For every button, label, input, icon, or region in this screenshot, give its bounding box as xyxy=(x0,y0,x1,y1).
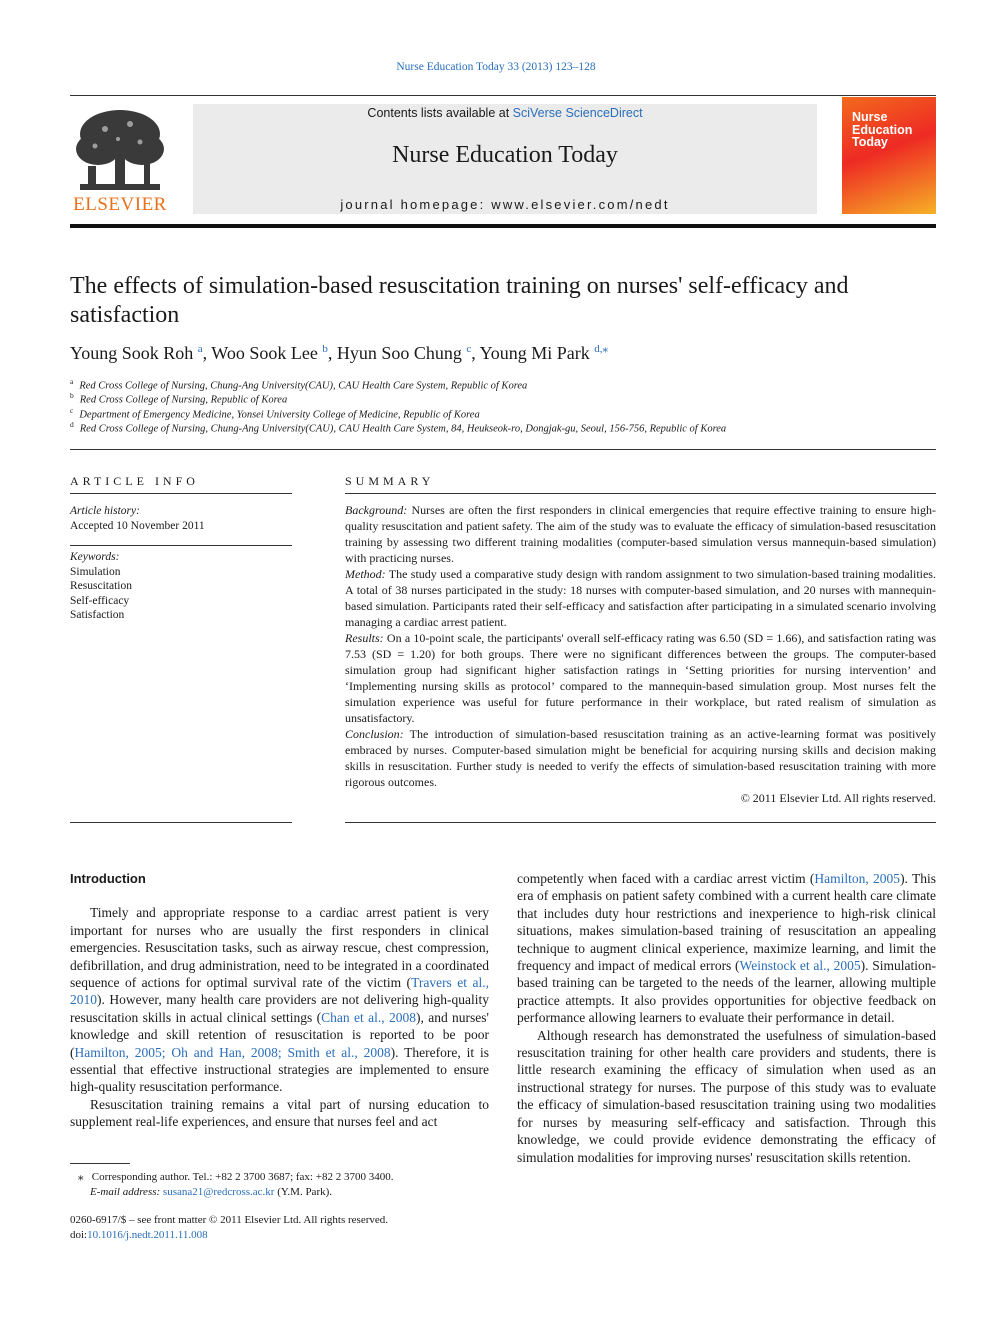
journal-cover xyxy=(842,97,936,214)
journal-banner xyxy=(193,104,817,214)
divider xyxy=(70,822,292,823)
elsevier-logo xyxy=(70,104,170,216)
email-link[interactable]: susana21@redcross.ac.kr xyxy=(162,1186,275,1198)
divider xyxy=(70,449,936,450)
cover-title: Nurse Education Today xyxy=(852,110,913,149)
article-info-heading: ARTICLE INFO xyxy=(70,474,199,488)
summary-body xyxy=(345,502,936,806)
homepage-link[interactable]: www.elsevier.com/nedt xyxy=(491,197,670,212)
author-list: Young Sook Roh $^a$, Woo Sook Lee $^b$, Hyun Soo Chung $^c$, Young Mi Park $^{d,⁎}$ xyxy=(70,343,609,363)
affiliation: $^b$ Red Cross College of Nursing, Republic of Korea xyxy=(70,391,288,406)
author-name: Hyun Soo Chung xyxy=(336,343,462,363)
divider xyxy=(345,493,936,494)
reference-link[interactable]: Travers et al., 2010 xyxy=(70,975,489,1008)
intro-heading: Introduction xyxy=(70,871,146,886)
copyright: © 2011 Elsevier Ltd. All rights reserved. xyxy=(740,791,936,805)
divider xyxy=(70,493,292,494)
footnote-rule xyxy=(70,1163,130,1164)
author-affiliation-mark[interactable]: d,⁎ xyxy=(594,343,609,355)
journal-citation[interactable]: Nurse Education Today 33 (2013) 123–128 xyxy=(396,61,596,73)
summary-heading: SUMMARY xyxy=(345,474,435,488)
publisher-wordmark: ELSEVIER xyxy=(73,194,167,215)
reference-link[interactable]: Weinstock et al., 2005 xyxy=(739,958,861,974)
article-title: The effects of simulation-based resuscitation training on nurses' self-efficacy and satisfaction xyxy=(70,273,849,328)
affiliation: $^c$ Department of Emergency Medicine, Yonsei University College of Medicine, Republic of Korea xyxy=(70,406,480,421)
author-affiliation-mark[interactable]: c xyxy=(466,343,472,355)
summary-method: Method: The study used a comparative study design with random assignment to two simulation-based training modalities. A total of 38 nurses participated in the study: 18 nurses with computer-based simulation, and 20 nurses with mannequin-based simulation. Participants rated their self-efficacy and satisfaction after participating in a simulated scenario involving managing a cardiac arrest patient. xyxy=(345,567,936,629)
article-history: Article history: Accepted 10 November 2011 xyxy=(70,505,205,532)
doi-link[interactable]: 10.1016/j.nedt.2011.11.008 xyxy=(87,1229,208,1241)
intro-paragraph: competently when faced with a cardiac arrest victim (Hamilton, 2005). This era of emphasis on patient safety combined with a current health care climate that includes duty hour restrictions and inexperience to high-risk clinical situations, makes simulation-based training of resuscitation an appealing technique to augment clinical experience, maximize learning, and limit the frequency and impact of medical errors (Weinstock et al., 2005). Simulation-based training can be targeted to the needs of the learner, allowing multiple practice attempts. It also provides opportunities for objective feedback on performance allowing learners to evaluate their performance in detail. xyxy=(517,871,936,1026)
keyword: Simulation xyxy=(70,565,121,578)
intro-paragraph: Although research has demonstrated the usefulness of simulation-based resuscitation training for other health care providers and students, there is little research examining the efficacy of simulation when used as an instructional strategy for nurses. The purpose of this study was to evaluate the efficacy of simulation-based resuscitation training using two modalities for nurses by measuring self-efficacy and satisfaction. Through this knowledge, we could provide evidence demonstrating the efficacy of simulation modalities for improving nurses' resuscitation skills retention. xyxy=(517,1027,936,1165)
affiliation: $^d$ Red Cross College of Nursing, Chung-Ang University(CAU), CAU Health Care System, 84, Heukseok-ro, Dongjak-gu, Seoul, 156-756, Republic of Korea xyxy=(70,420,727,435)
divider xyxy=(70,545,292,546)
intro-paragraph: Resuscitation training remains a vital part of nursing education to supplement real-life experiences, and ensure that nurses feel and act xyxy=(70,1096,489,1130)
summary-results: Results: On a 10-point scale, the participants' overall self-efficacy rating was 6.50 (SD = 1.66), and satisfaction rating was 7.53 (SD = 1.20) for both groups. There were no significant differences between the groups. The computer-based simulation group had significant higher satisfaction ratings in ‘Setting priorities for nursing intervention’ and ‘Implementing nursing skills as protocol’ compared to the mannequin-based simulation group. Most nurses felt the simulation experience was useful for future performance in their workplace, but rated realism of simulation as unsatisfactory. xyxy=(345,631,937,725)
sciencedirect-link[interactable]: SciVerse ScienceDirect xyxy=(512,106,643,120)
keyword: Resuscitation xyxy=(70,580,132,592)
keyword: Self-efficacy xyxy=(70,594,130,607)
keywords: Keywords: Simulation Resuscitation Self-efficacy Satisfaction xyxy=(70,551,132,621)
header-top-rule xyxy=(70,95,936,96)
author-name: Woo Sook Lee xyxy=(211,343,318,363)
contents-line: Contents lists available at SciVerse ScienceDirect xyxy=(367,106,643,120)
reference-link[interactable]: Chan et al., 2008 xyxy=(321,1009,416,1025)
intro-right-column xyxy=(517,870,936,1166)
reference-link[interactable]: Hamilton, 2005 xyxy=(814,871,901,886)
reference-link[interactable]: Hamilton, 2005; Oh and Han, 2008; Smith et al., 2008 xyxy=(74,1044,391,1060)
summary-background: Background: Nurses are often the first responders in clinical emergencies that require effective training to ensure high-quality resuscitation and patient safety. The aim of the study was to evaluate the efficacy of simulation-based resuscitation training by assessing two different training modalities (computer-based simulation versus mannequin-based simulation) with practicing nurses. xyxy=(345,503,937,565)
corresponding-author-note: ⁎ Corresponding author. Tel.: +82 2 3700 3687; fax: +82 2 3700 3400. E-mail address: susana21@redcross.ac.kr (Y.M. Park). xyxy=(78,1171,394,1198)
intro-paragraph: Timely and appropriate response to a cardiac arrest patient is very important for nurses who are usually the first responders in clinical emergencies. Resuscitation tasks, such as airway rescue, chest compression, defibrillation, and drug administration, need to be integrated in a coordinated sequence of actions for optimal survival rate of the victim (Travers et al., 2010). However, many health care providers are not delivering high-quality resuscitation skills in actual clinical settings (Chan et al., 2008), and nurses' knowledge and skill retention of resuscitation is reported to be poor (Hamilton, 2005; Oh and Han, 2008; Smith et al., 2008). Therefore, it is essential that effective instructional strategies are implemented to ensure high-quality resuscitation performance. xyxy=(70,905,489,1095)
summary-conclusion: Conclusion: The introduction of simulation-based resuscitation training as an active-learning format was positively embraced by nurses. Computer-based simulation might be beneficial for acquiring nursing skills and decision making skills in resuscitation. Further study is needed to verify the effects of simulation-based resuscitation training with more rigorous outcomes. xyxy=(345,727,936,789)
affiliation: $^a$ Red Cross College of Nursing, Chung-Ang University(CAU), CAU Health Care System, Republic of Korea xyxy=(70,377,528,392)
header-bottom-rule xyxy=(70,224,936,228)
keyword: Satisfaction xyxy=(70,609,125,621)
intro-left-column xyxy=(70,870,489,1131)
author-affiliation-mark[interactable]: a xyxy=(197,343,203,355)
front-matter-note: 0260-6917/$ – see front matter © 2011 Elsevier Ltd. All rights reserved. doi:10.1016/j.nedt.2011.11.008 xyxy=(70,1214,389,1241)
homepage-line: journal homepage: www.elsevier.com/nedt xyxy=(340,197,670,212)
author-affiliation-mark[interactable]: b xyxy=(322,343,328,355)
author-name: Young Sook Roh xyxy=(70,343,194,363)
author-name: Young Mi Park xyxy=(479,343,590,363)
divider xyxy=(345,822,936,823)
journal-name: Nurse Education Today xyxy=(392,142,618,168)
